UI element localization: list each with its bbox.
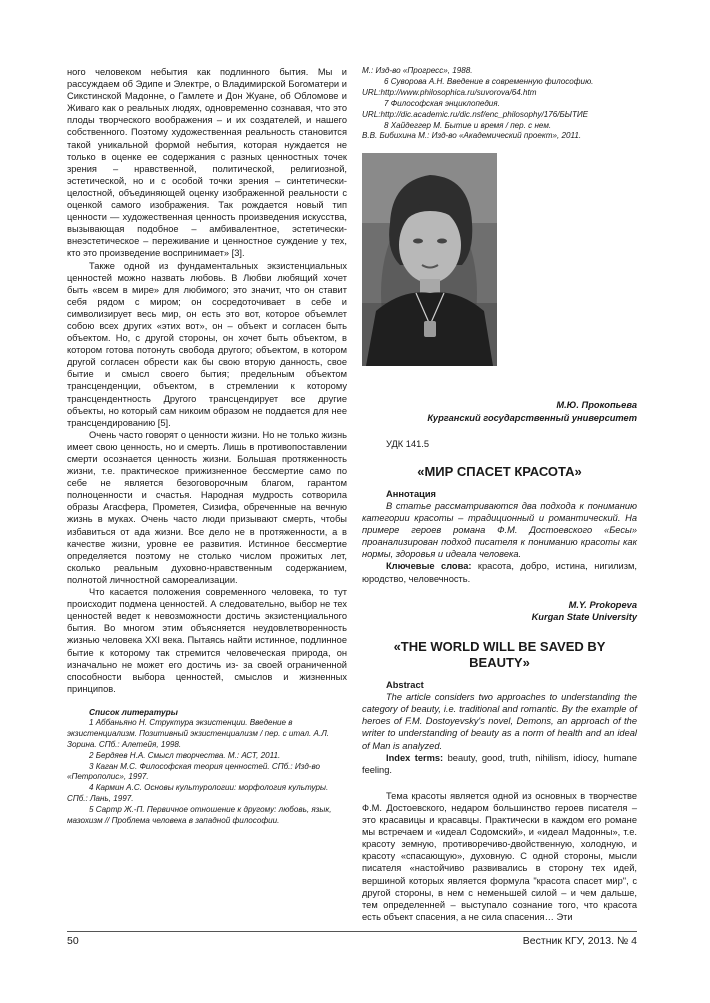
page-number: 50 — [67, 935, 79, 947]
abstract-heading-en: Abstract — [386, 680, 424, 691]
author-affiliation-en: Kurgan State University — [531, 611, 637, 622]
body-paragraph: Также одной из фундаментальных экзистенциальных ценностей можно назвать любовь. В Любви любящий хочет быть «всем в мире» для любимого; это значит, что он ставит себя рядом с миром; он сосредоточивает в себе и символизирует весь мир, он есть это вот, которое объемлет собою всех других «этих вот», он – объект и согласен быть объектом. Но, с другой стороны, он хочет быть объектом, в котором готова потонуть свобода другого; объектом, в котором другой согласен обрести как бы свою вторую данность, свое бытие и смысл своего бытия; предельным объектом трансценденции, объектом, в стремлении к которому трансцендентность Другого трансцендирует все другие объекты, но который сам никоим образом не поддается для нее трансцендированию [5]. — [67, 260, 347, 428]
right-column — [362, 66, 637, 923]
footer-divider — [67, 931, 637, 932]
author-affiliation-ru: Курганский государственный университет — [427, 412, 637, 423]
abstract-heading-ru: Аннотация — [386, 488, 436, 499]
abstract-text-ru: В статье рассматриваются два подхода к пониманию категории красоты – традиционный и романтический. На примере героев романа Ф.М. Достоевского «Бесы» проанализирован подход писателя к пониманию красоты как нормы, здоровья и идеала человека. — [362, 500, 637, 560]
keywords-ru — [362, 560, 637, 584]
keywords-value-en: beauty, good, truth, nihilism, idiocy, humane feeling. — [362, 752, 637, 775]
journal-footer: Вестник КГУ, 2013. № 4 — [522, 935, 637, 947]
reference-item: 3 Каган М.С. Философская теория ценностей. СПб.: Изд-во «Петрополис», 1997. — [67, 761, 321, 782]
reference-item: 7 Философская энциклопедия. URL:http://dic.academic.ru/dic.nsf/enc_philosophy/176/БЫТИЕ — [362, 98, 589, 119]
abstract-text-en: The article considers two approaches to understanding the category of beauty, i.e. traditional and romantic. By the example of heroes of F.M. Dostoyevsky's novel, Demons, an approach of the writer to understanding of beauty as a norm of health and an ideal of Man is analyzed. — [362, 692, 637, 751]
left-column — [67, 66, 347, 827]
body-paragraph: Что касается положения современного человека, то тут происходит подмена ценностей. А следовательно, выбор не тех ценностей ведет к невозможности достичь экзистенциального бытия. Во многом этим объясняется неудовлетворенность жизнью человека XXI века. Пытаясь найти истинное, подлинное бытие к которому так стремится человеческая природа, он изначально не может его достичь из- за своей ограниченной способности выбора ценностей, смыслов и жизненных принципов. — [67, 587, 347, 694]
body-paragraph: ного человеком небытия как подлинного бытия. Мы и рассуждаем об Эдипе и Электре, о Владимирской Богоматери и Сикстинской Мадонне, о Гамлете и Дон Жуане, об Обломове и Живаго как о реальных людях, одновременно сознавая, что это плоды творческого воображения – и их создателей, и нашего собственного. Поэтому художественная реальность становится такой уникальной формой небытия, которая нуждается не только в оценке ее содержания с разных ценностных точек зрения – нравственной, политической, религиозной, эстетической, но и с особой точки зрения – синтетически-целостной, объединяющей оценку изображенной реальности с оценкой самого изображения. Так рождается новый тип ценности — художественная ценность произведения искусства, вызывающая подобное – амбивалентное, эстетически-внеэстетическое – переживание и ценностное суждение у тех, кто это произведение воспринимает» [3]. — [67, 67, 347, 259]
article-title-ru: «МИР СПАСЕТ КРАСОТА» — [417, 463, 582, 479]
author-name-en: M.Y. Prokopeva — [568, 599, 637, 610]
keywords-value-ru: красота, добро, истина, нигилизм, юродство, человечность. — [362, 561, 637, 584]
article-title-en: «THE WORLD WILL BE SAVED BY BEAUTY» — [393, 639, 606, 671]
reference-item: 8 Хайдеггер М. Бытие и время / пер. с нем. — [384, 120, 552, 130]
keywords-label-en: Index terms: — [386, 752, 444, 763]
keywords-en — [362, 752, 637, 776]
references-heading: Список литературы — [89, 706, 178, 717]
udk-code: УДК 141.5 — [386, 438, 430, 449]
author-name-ru: М.Ю. Прокопьева — [556, 400, 637, 411]
reference-item: 2 Бердяев Н.А. Смысл творчества. М.: АСТ, 2011. — [89, 750, 281, 760]
body-paragraph: Очень часто говорят о ценности жизни. Но не только жизнь имеет свою ценность, но и смерть. Лишь в противопоставлении смерти осознается ценность жизни. Большая протяженность жизни, т.е. практическое прижизненное бессмертие само по себе не является безоговорочным благом, гарантом полноценности и счастья. Народная мудрость сотворила образы Агасфера, Прометея, Сизифа, обреченные на вечную жизнь в муках. Очень часто люди призывают смерть, чтобы избавиться от ада жизни. Все дело не в протяженности, а в качестве жизни, уровне ее развития. Истинное бессмертие определяется поэтому не столько числом прожитых лет, сколько реальным духовно-нравственным содержанием, полнотой личностной самореализации. — [67, 429, 347, 585]
author-photo — [362, 153, 497, 366]
body-paragraph: Тема красоты является одной из основных в творчестве Ф.М. Достоевского, недаром большинство героев писателя – это красавицы и красавцы. Практически в каждом его романе мы встречаем и «идеал Содомский», и «идеал Мадонны», т.е. красоту земную, противоречиво-двойственную, холодную, и красоту «спасающую», духовную. С одной стороны, мысли писателя «настойчиво развивались в сторону тех идей, вершиной которых является формула "красота спасет мир", с другой стороны, в нем с неменьшей силой – и чем дальше, тем определенней – выступало сознание того, что красота есть объект спасения, а не сила спасения… Эти — [362, 790, 637, 922]
reference-item: В.В. Бибихина М.: Изд-во «Академический проект», 2011. — [362, 131, 582, 141]
reference-item: 6 Суворова А.Н. Введение в современную философию. URL:http://www.philosophica.ru/suvorova/64.htm — [362, 76, 594, 97]
reference-item: М.: Изд-во «Прогресс», 1988. — [362, 66, 473, 75]
keywords-label-ru: Ключевые слова: — [386, 561, 472, 572]
reference-item: 1 Аббаньяно Н. Структура экзистенции. Введение в экзистенциализм. Позитивный экзистенциализм / пер. с итал. А.Л. Зорина. СПб.: Алетейя, 1998. — [67, 717, 329, 749]
reference-item: 4 Кармин А.С. Основы культурологии: морфология культуры. СПб.: Лань, 1997. — [67, 783, 329, 804]
reference-item: 5 Сартр Ж.-П. Первичное отношение к другому: любовь, язык, мазохизм // Проблема человека в западной философии. — [67, 805, 332, 826]
